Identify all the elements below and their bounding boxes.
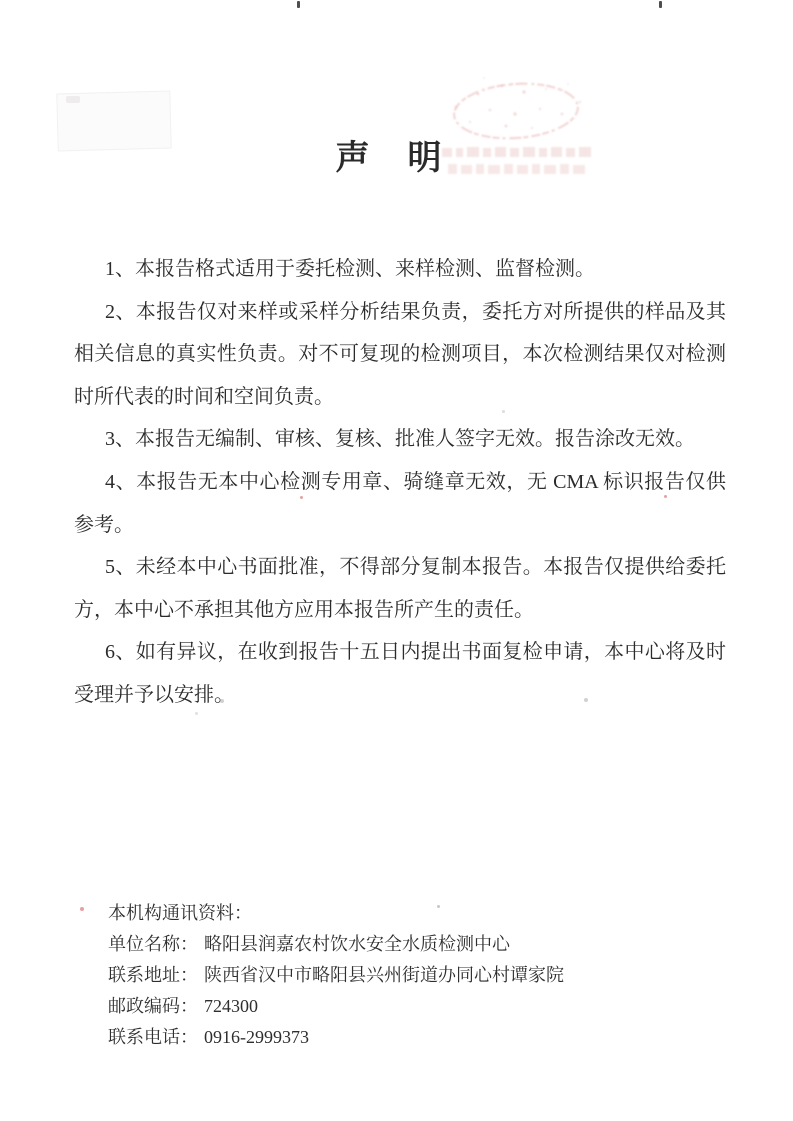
- contact-label: 联系地址：: [108, 965, 198, 985]
- contact-line-address: [108, 960, 668, 991]
- page-title: 声 明: [335, 140, 444, 177]
- contact-value: 略阳县润嘉农村饮水安全水质检测中心: [204, 934, 510, 954]
- statement-item-5: 5、未经本中心书面批准，不得部分复制本报告。本报告仅提供给委托方，本中心不承担其他方应用本报告所产生的责任。: [74, 556, 726, 621]
- statement-item-1: 1、本报告格式适用于委托检测、来样检测、监督检测。: [105, 258, 595, 280]
- contact-info: [108, 898, 668, 1053]
- scan-mark: [297, 1, 300, 8]
- scan-speck: [502, 410, 505, 413]
- contact-value: 陕西省汉中市略阳县兴州街道办同心村谭家院: [204, 965, 564, 985]
- scan-speck: [664, 495, 667, 498]
- statement-item-6: 6、如有异议，在收到报告十五日内提出书面复检申请，本中心将及时受理并予以安排。: [74, 641, 726, 706]
- scan-speck: [584, 698, 588, 702]
- contact-label: 邮政编码：: [108, 996, 198, 1016]
- contact-label: 单位名称：: [108, 934, 198, 954]
- scan-speck: [80, 907, 84, 911]
- contact-value: 724300: [204, 996, 258, 1016]
- statement-body: [74, 248, 726, 717]
- contact-value: 0916-2999373: [204, 1027, 309, 1047]
- contact-label: 联系电话：: [108, 1027, 198, 1047]
- scan-speck: [195, 712, 198, 715]
- contact-line-company: [108, 929, 668, 960]
- scan-speck: [220, 699, 224, 703]
- contact-line-phone: [108, 1022, 668, 1053]
- statement-item-3: 3、本报告无编制、审核、复核、批准人签字无效。报告涂改无效。: [105, 428, 695, 451]
- scan-ghost-smudge: [66, 96, 80, 103]
- scan-speck: [300, 496, 303, 499]
- statement-item-4: 4、本报告无本中心检测专用章、骑缝章无效，无 CMA 标识报告仅供参考。: [74, 470, 726, 536]
- statement-item-2: 2、本报告仅对来样或采样分析结果负责，委托方对所提供的样品及其相关信息的真实性负责。对不可复现的检测项目，本次检测结果仅对检测时所代表的时间和空间负责。: [74, 300, 726, 408]
- scan-mark: [659, 1, 662, 8]
- contact-header: 本机构通讯资料：: [108, 903, 252, 923]
- contact-line-postcode: [108, 991, 668, 1022]
